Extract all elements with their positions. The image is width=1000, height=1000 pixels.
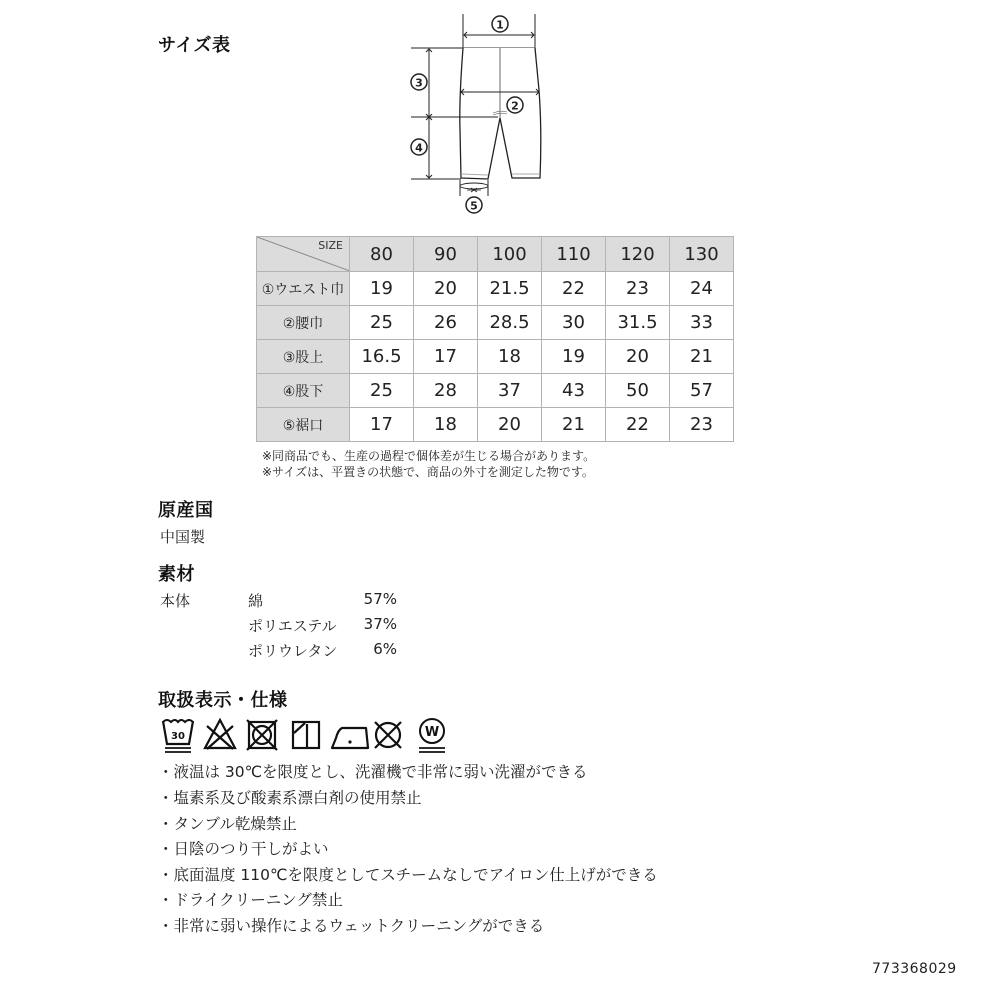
svg-text:4: 4 xyxy=(415,141,423,155)
table-cell: 20 xyxy=(478,408,542,442)
table-cell: 16.5 xyxy=(350,340,414,374)
care-instruction-bleach: ・塩素系及び酸素系漂白剤の使用禁止 xyxy=(158,789,422,807)
table-cell: 50 xyxy=(606,374,670,408)
table-cell: 22 xyxy=(542,272,606,306)
table-cell: 43 xyxy=(542,374,606,408)
table-cell: 28.5 xyxy=(478,306,542,340)
row-label: ①ウエスト巾 xyxy=(257,272,350,306)
svg-text:30: 30 xyxy=(171,731,185,742)
material-part: 本体 xyxy=(160,592,191,610)
no-dry-clean-icon xyxy=(371,716,405,756)
care-instruction-drying: ・日陰のつり干しがよい xyxy=(158,840,329,858)
svg-text:2: 2 xyxy=(511,99,519,113)
row-label: ③股上 xyxy=(257,340,350,374)
material-title: 素材 xyxy=(158,564,195,585)
table-cell: 21 xyxy=(542,408,606,442)
table-cell: 33 xyxy=(670,306,734,340)
table-row-inseam xyxy=(257,374,734,408)
table-cell: 19 xyxy=(542,340,606,374)
svg-text:5: 5 xyxy=(470,199,478,213)
table-cell: 37 xyxy=(478,374,542,408)
pants-measurement-diagram xyxy=(405,10,565,220)
table-cell: 22 xyxy=(606,408,670,442)
wet-clean-very-gentle-icon xyxy=(415,716,449,756)
material-percent-polyester: 37% xyxy=(363,615,397,633)
table-cell: 25 xyxy=(350,374,414,408)
size-note-variation: ※同商品でも、生産の過程で個体差が生じる場合があります。 xyxy=(262,449,596,463)
table-cell: 18 xyxy=(478,340,542,374)
table-cell: 17 xyxy=(350,408,414,442)
row-label: ④股下 xyxy=(257,374,350,408)
material-percent-cotton: 57% xyxy=(363,590,397,608)
care-instruction-dry-clean: ・ドライクリーニング禁止 xyxy=(158,891,343,909)
svg-text:1: 1 xyxy=(496,18,504,32)
size-corner-label: SIZE xyxy=(318,239,343,252)
material-name-polyester: ポリエステル xyxy=(248,617,337,635)
size-corner-cell xyxy=(257,237,350,272)
size-table xyxy=(256,236,734,442)
table-cell: 21 xyxy=(670,340,734,374)
size-header-80: 80 xyxy=(350,237,414,272)
row-label: ⑤裾口 xyxy=(257,408,350,442)
care-title: 取扱表示・仕様 xyxy=(158,690,288,711)
iron-low-icon xyxy=(330,716,370,756)
table-cell: 57 xyxy=(670,374,734,408)
material-percent-polyurethane: 6% xyxy=(373,640,397,658)
table-cell: 23 xyxy=(670,408,734,442)
row-label: ②腰巾 xyxy=(257,306,350,340)
table-cell: 20 xyxy=(606,340,670,374)
origin-title: 原産国 xyxy=(158,500,214,521)
table-cell: 18 xyxy=(414,408,478,442)
svg-text:3: 3 xyxy=(415,76,423,90)
material-name-cotton: 綿 xyxy=(248,592,264,610)
size-chart-title: サイズ表 xyxy=(158,35,231,56)
table-cell: 24 xyxy=(670,272,734,306)
table-cell: 17 xyxy=(414,340,478,374)
size-note-measurement: ※サイズは、平置きの状態で、商品の外寸を測定した物です。 xyxy=(262,465,594,479)
svg-text:W: W xyxy=(424,725,440,740)
table-row-rise xyxy=(257,340,734,374)
table-cell: 30 xyxy=(542,306,606,340)
table-cell: 20 xyxy=(414,272,478,306)
care-instruction-wet-clean: ・非常に弱い操作によるウェットクリーニングができる xyxy=(158,917,545,935)
size-header-110: 110 xyxy=(542,237,606,272)
size-header-100: 100 xyxy=(478,237,542,272)
table-cell: 26 xyxy=(414,306,478,340)
no-tumble-dry-icon xyxy=(245,716,279,756)
material-name-polyurethane: ポリウレタン xyxy=(248,642,338,660)
care-instruction-washing: ・液温は 30℃を限度とし、洗濯機で非常に弱い洗濯ができる xyxy=(158,763,588,781)
no-bleach-icon xyxy=(203,716,237,756)
origin-value: 中国製 xyxy=(160,528,206,546)
size-header-130: 130 xyxy=(670,237,734,272)
table-row-hem xyxy=(257,408,734,442)
table-cell: 21.5 xyxy=(478,272,542,306)
table-cell: 31.5 xyxy=(606,306,670,340)
table-cell: 23 xyxy=(606,272,670,306)
table-cell: 28 xyxy=(414,374,478,408)
table-row-hip xyxy=(257,306,734,340)
table-cell: 25 xyxy=(350,306,414,340)
line-dry-shade-icon xyxy=(289,716,323,756)
size-header-row xyxy=(257,237,734,272)
size-header-90: 90 xyxy=(414,237,478,272)
care-instruction-tumble: ・タンブル乾燥禁止 xyxy=(158,815,297,833)
wash-30-very-gentle-icon xyxy=(161,716,195,756)
care-instruction-ironing: ・底面温度 110℃を限度としてスチームなしでアイロン仕上げができる xyxy=(158,866,658,884)
table-cell: 19 xyxy=(350,272,414,306)
size-header-120: 120 xyxy=(606,237,670,272)
table-row-waist xyxy=(257,272,734,306)
product-code: 773368029 xyxy=(872,961,957,977)
